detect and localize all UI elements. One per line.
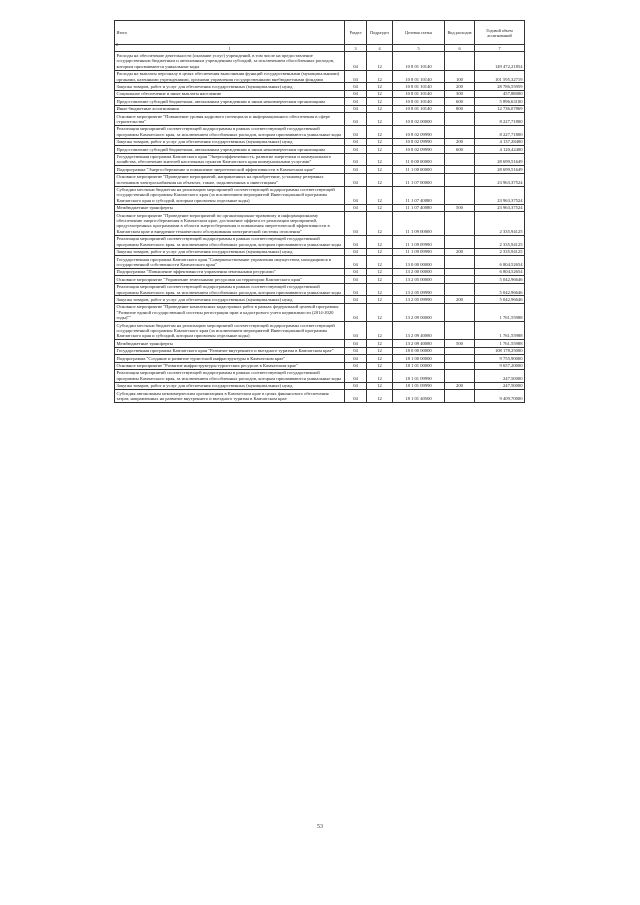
row-subsection: 12 xyxy=(367,70,393,83)
row-name: Реализация мероприятий соответствующей подпрограммы в рамках соответствующей государственной программы Камчатского края, за исключением обособленных расходов, которым присваиваются уникальные коды xyxy=(115,235,345,248)
row-section: 04 xyxy=(345,276,367,283)
column-number: 7 xyxy=(475,45,525,52)
row-subsection: 12 xyxy=(367,212,393,236)
row-expense: 300 xyxy=(445,90,475,97)
column-number-row xyxy=(115,45,525,52)
row-expense xyxy=(445,113,475,126)
row-expense xyxy=(445,362,475,369)
row-section: 04 xyxy=(345,98,367,105)
row-amount: 2 335,94125 xyxy=(475,248,525,255)
row-amount: 4 120,42400 xyxy=(475,146,525,153)
row-section: 04 xyxy=(345,166,367,173)
row-subsection: 12 xyxy=(367,369,393,382)
row-expense xyxy=(445,347,475,354)
table-row xyxy=(115,362,525,369)
row-subsection: 12 xyxy=(367,52,393,70)
row-name: Основное мероприятие "Проведение мероприятий по организационно-правовому и информационному обеспечению энергосбережения в Камчатском крае, достижение эффекта от реализации мероприятий, предусмотренных программами в области энергосбережения и повышения энергетической эффективности в Камчатском крае и внедрение технического обслуживания электрической системы отопления" xyxy=(115,212,345,236)
row-target: 13 2 00 00000 xyxy=(393,268,445,275)
row-amount: 9 755,90000 xyxy=(475,355,525,362)
row-name: Государственная программа Камчатского края "Энергоэффективность, развитие энергетики и коммунального хозяйства, обеспечение жителей населенных пунктов Камчатского края коммунальными услугами" xyxy=(115,153,345,166)
row-target: 10 8 02 00000 xyxy=(393,113,445,126)
table-row xyxy=(115,70,525,83)
row-expense xyxy=(445,186,475,204)
row-amount: 1 761,55988 xyxy=(475,322,525,340)
row-subsection: 12 xyxy=(367,166,393,173)
table-row xyxy=(115,248,525,255)
table-row xyxy=(115,382,525,389)
column-number: 5 xyxy=(393,45,445,52)
table-row xyxy=(115,138,525,145)
row-name: Основное мероприятие "Развитие инфраструктуры туристских ресурсов в Камчатском крае" xyxy=(115,362,345,369)
table-row xyxy=(115,204,525,211)
row-subsection: 12 xyxy=(367,322,393,340)
row-amount: 1 761,55988 xyxy=(475,303,525,321)
row-target: 13 2 09 40080 xyxy=(393,322,445,340)
row-section: 04 xyxy=(345,235,367,248)
row-target: 13 2 09 40080 xyxy=(393,340,445,347)
row-section: 04 xyxy=(345,52,367,70)
header-subsection: Подраздел xyxy=(367,21,393,45)
header-amount: Годовой объем ассигнований xyxy=(475,21,525,45)
table-row xyxy=(115,390,525,403)
row-expense: 600 xyxy=(445,98,475,105)
row-name: Субсидия автономным некоммерческим организациям в Камчатском крае в целях финансового обеспечения затрат, направленных на развитие внутреннего и въездного туризма в Камчатском крае xyxy=(115,390,345,403)
row-target: 13 2 05 09990 xyxy=(393,296,445,303)
row-expense: 200 xyxy=(445,138,475,145)
row-section: 04 xyxy=(345,256,367,269)
row-section: 04 xyxy=(345,347,367,354)
row-subsection: 12 xyxy=(367,303,393,321)
row-section: 04 xyxy=(345,90,367,97)
row-expense: 500 xyxy=(445,204,475,211)
table-row xyxy=(115,340,525,347)
row-expense xyxy=(445,52,475,70)
header-target: Целевая статья xyxy=(393,21,445,45)
row-section: 04 xyxy=(345,153,367,166)
row-expense: 200 xyxy=(445,382,475,389)
row-target: 10 8 01 10140 xyxy=(393,105,445,112)
budget-table xyxy=(114,20,525,403)
row-name: Межбюджетные трансферты xyxy=(115,340,345,347)
row-amount: 2 335,94125 xyxy=(475,235,525,248)
row-target: 18 1 01 00000 xyxy=(393,362,445,369)
row-section: 04 xyxy=(345,340,367,347)
row-amount: 4 137,28400 xyxy=(475,138,525,145)
row-name: Субсидии местным бюджетам на реализацию мероприятий соответствующей подпрограммы соответствующей государственной программы Камчатского края (за исключением мероприятий Инвестиционной программы Камчатского края и субсидий, которым присвоены отдельные коды) xyxy=(115,322,345,340)
row-amount: 101 595,32719 xyxy=(475,70,525,83)
row-amount: 5 896,63100 xyxy=(475,98,525,105)
table-row xyxy=(115,173,525,186)
row-subsection: 12 xyxy=(367,248,393,255)
row-target: 13 2 09 00000 xyxy=(393,303,445,321)
row-target: 11 1 07 00000 xyxy=(393,173,445,186)
row-target: 11 1 00 00000 xyxy=(393,166,445,173)
row-subsection: 12 xyxy=(367,113,393,126)
row-name: Расходы на обеспечение деятельности (оказание услуг) учреждений, в том числе на предоставление государственным бюджетным и автономным учреждениям субсидий, за исключением обособленных расходов, которым присваиваются уникальные коды xyxy=(115,52,345,70)
row-expense xyxy=(445,355,475,362)
row-subsection: 12 xyxy=(367,276,393,283)
row-target: 13 2 05 00000 xyxy=(393,276,445,283)
row-name: Подпрограмма "Энергосбережение и повышение энергетической эффективности в Камчатском крае" xyxy=(115,166,345,173)
table-row xyxy=(115,90,525,97)
row-amount: 1 761,55988 xyxy=(475,340,525,347)
row-name: Реализация мероприятий соответствующей подпрограммы в рамках соответствующей государственной программы Камчатского края, за исключением обособленных расходов, которым присваиваются уникальные коды xyxy=(115,283,345,296)
row-subsection: 12 xyxy=(367,204,393,211)
row-expense xyxy=(445,235,475,248)
row-amount: 6 804,52654 xyxy=(475,268,525,275)
row-section: 04 xyxy=(345,303,367,321)
row-section: 04 xyxy=(345,138,367,145)
row-target: 10 8 01 10140 xyxy=(393,90,445,97)
row-subsection: 12 xyxy=(367,347,393,354)
table-row xyxy=(115,125,525,138)
row-amount: 149 472,21854 xyxy=(475,52,525,70)
row-target: 11 0 00 00000 xyxy=(393,153,445,166)
table-row xyxy=(115,105,525,112)
row-section: 04 xyxy=(345,70,367,83)
row-expense xyxy=(445,256,475,269)
row-target: 10 8 01 10140 xyxy=(393,52,445,70)
row-name: Закупка товаров, работ и услуг для обеспечения государственных (муниципальных) нужд xyxy=(115,382,345,389)
row-section: 04 xyxy=(345,125,367,138)
row-target: 11 1 09 09990 xyxy=(393,235,445,248)
table-row xyxy=(115,235,525,248)
row-subsection: 12 xyxy=(367,138,393,145)
header-name: Итого xyxy=(115,21,345,45)
row-target: 18 1 00 00000 xyxy=(393,355,445,362)
row-subsection: 12 xyxy=(367,390,393,403)
row-target: 10 8 02 09990 xyxy=(393,138,445,145)
column-number: 6 xyxy=(445,45,475,52)
row-expense xyxy=(445,268,475,275)
row-section: 04 xyxy=(345,204,367,211)
row-subsection: 12 xyxy=(367,90,393,97)
row-amount: 23 963,37524 xyxy=(475,204,525,211)
row-expense xyxy=(445,173,475,186)
row-target: 11 1 07 40080 xyxy=(393,186,445,204)
row-name: Основное мероприятие "Проведение мероприятий, направленных на приобретение, установку резервных источников электроснабжения на объектах, также, подключенных к инвестициям" xyxy=(115,173,345,186)
row-section: 04 xyxy=(345,362,367,369)
row-amount: 9 409,70000 xyxy=(475,390,525,403)
row-section: 04 xyxy=(345,173,367,186)
row-subsection: 12 xyxy=(367,235,393,248)
row-amount: 5 042,96646 xyxy=(475,296,525,303)
row-name: Предоставление субсидий бюджетным, автономным учреждениям и иным некоммерческим организациям xyxy=(115,98,345,105)
row-expense xyxy=(445,212,475,236)
row-amount: 28 786,55959 xyxy=(475,83,525,90)
row-subsection: 12 xyxy=(367,98,393,105)
row-subsection: 12 xyxy=(367,153,393,166)
row-subsection: 12 xyxy=(367,125,393,138)
row-subsection: 12 xyxy=(367,296,393,303)
row-name: Государственная программа Камчатского края "Развитие внутреннего и въездного туризма в Камчатском крае" xyxy=(115,347,345,354)
row-target: 10 8 01 10140 xyxy=(393,83,445,90)
header-expense: Вид расходов xyxy=(445,21,475,45)
row-subsection: 12 xyxy=(367,283,393,296)
table-row xyxy=(115,186,525,204)
row-section: 04 xyxy=(345,322,367,340)
row-target: 13 0 00 00000 xyxy=(393,256,445,269)
row-expense xyxy=(445,153,475,166)
row-section: 04 xyxy=(345,369,367,382)
row-section: 04 xyxy=(345,83,367,90)
row-target: 10 8 02 09990 xyxy=(393,125,445,138)
row-amount: 247,50000 xyxy=(475,369,525,382)
row-amount: 6 804,52654 xyxy=(475,256,525,269)
table-row xyxy=(115,153,525,166)
row-name: Подпрограмма "Повышение эффективности управления земельными ресурсами" xyxy=(115,268,345,275)
row-subsection: 12 xyxy=(367,105,393,112)
row-name: Закупка товаров, работ и услуг для обеспечения государственных (муниципальных) нужд xyxy=(115,248,345,255)
row-section: 04 xyxy=(345,212,367,236)
row-target: 10 8 02 09990 xyxy=(393,146,445,153)
page-number: 53 xyxy=(317,824,323,830)
row-subsection: 12 xyxy=(367,268,393,275)
table-row xyxy=(115,146,525,153)
row-expense xyxy=(445,369,475,382)
row-section: 04 xyxy=(345,105,367,112)
table-row xyxy=(115,113,525,126)
row-target: 18 1 01 09990 xyxy=(393,382,445,389)
row-subsection: 12 xyxy=(367,186,393,204)
row-target: 18 1 01 09990 xyxy=(393,369,445,382)
table-row xyxy=(115,296,525,303)
row-section: 04 xyxy=(345,390,367,403)
row-target: 10 8 01 10140 xyxy=(393,70,445,83)
row-expense xyxy=(445,322,475,340)
table-row xyxy=(115,303,525,321)
row-name: Основное мероприятие "Управление земельными ресурсами на территории Камчатского края" xyxy=(115,276,345,283)
row-name: Закупка товаров, работ и услуг для обеспечения государственных (муниципальных) нужд xyxy=(115,296,345,303)
row-target: 18 1 01 40500 xyxy=(393,390,445,403)
table-row xyxy=(115,355,525,362)
row-name: Закупка товаров, работ и услуг для обеспечения государственных (муниципальных) нужд xyxy=(115,138,345,145)
row-section: 04 xyxy=(345,355,367,362)
row-section: 04 xyxy=(345,146,367,153)
row-expense xyxy=(445,125,475,138)
row-subsection: 12 xyxy=(367,173,393,186)
row-section: 04 xyxy=(345,382,367,389)
column-number: 3 xyxy=(345,45,367,52)
table-row xyxy=(115,166,525,173)
row-section: 04 xyxy=(345,186,367,204)
row-amount: 8 227,71800 xyxy=(475,125,525,138)
row-expense xyxy=(445,303,475,321)
table-row xyxy=(115,283,525,296)
table-row xyxy=(115,256,525,269)
table-body xyxy=(115,52,525,403)
column-number: 1 xyxy=(115,45,345,52)
row-name: Основное мероприятие "Повышение уровня кадрового потенциала и информационного обеспечения в сфере строительства" xyxy=(115,113,345,126)
row-amount: 8 227,71800 xyxy=(475,113,525,126)
row-subsection: 12 xyxy=(367,362,393,369)
row-amount: 5 042,96646 xyxy=(475,283,525,296)
table-row xyxy=(115,322,525,340)
row-expense: 500 xyxy=(445,340,475,347)
table-row xyxy=(115,83,525,90)
row-target: 11 1 09 09990 xyxy=(393,248,445,255)
table-row xyxy=(115,276,525,283)
row-target: 18 0 00 00000 xyxy=(393,347,445,354)
row-expense: 600 xyxy=(445,146,475,153)
row-name: Государственная программа Камчатского края "Совершенствование управления имуществом, находящимся в государственной собственности Камчатского края" xyxy=(115,256,345,269)
row-subsection: 12 xyxy=(367,340,393,347)
row-amount: 457,88000 xyxy=(475,90,525,97)
row-expense: 100 xyxy=(445,70,475,83)
column-number: 4 xyxy=(367,45,393,52)
row-subsection: 12 xyxy=(367,256,393,269)
table-row xyxy=(115,212,525,236)
row-amount: 28 699,51649 xyxy=(475,153,525,166)
row-name: Закупка товаров, работ и услуг для обеспечения государственных (муниципальных) нужд xyxy=(115,83,345,90)
row-subsection: 12 xyxy=(367,382,393,389)
table-row xyxy=(115,268,525,275)
row-expense: 800 xyxy=(445,105,475,112)
row-subsection: 12 xyxy=(367,83,393,90)
row-expense xyxy=(445,390,475,403)
row-target: 11 1 09 00000 xyxy=(393,212,445,236)
table-row xyxy=(115,347,525,354)
row-amount: 12 736,07869 xyxy=(475,105,525,112)
table-row xyxy=(115,98,525,105)
row-name: Реализация мероприятий соответствующей подпрограммы в рамках соответствующей государственной программы Камчатского края, за исключением обособленных расходов, которым присваиваются уникальные коды xyxy=(115,369,345,382)
table-header-row xyxy=(115,21,525,45)
row-section: 04 xyxy=(345,296,367,303)
row-name: Подпрограмма "Создание и развитие туристской инфраструктуры в Камчатском крае" xyxy=(115,355,345,362)
row-expense xyxy=(445,276,475,283)
row-name: Межбюджетные трансферты xyxy=(115,204,345,211)
column-number-2: 2 xyxy=(115,42,119,47)
table-row xyxy=(115,52,525,70)
row-amount: 23 963,37524 xyxy=(475,173,525,186)
table-row xyxy=(115,369,525,382)
header-section: Раздел xyxy=(345,21,367,45)
row-name: Расходы на выплаты персоналу в целях обеспечения выполнения функций государственными (муниципальными) органами, казенными учреждениями, органами управления государственными внебюджетными фондами xyxy=(115,70,345,83)
row-amount: 247,50000 xyxy=(475,382,525,389)
row-subsection: 12 xyxy=(367,355,393,362)
row-name: Иные бюджетные ассигнования xyxy=(115,105,345,112)
row-expense: 200 xyxy=(445,296,475,303)
row-target: 11 1 07 40080 xyxy=(393,204,445,211)
row-amount: 28 699,51649 xyxy=(475,166,525,173)
row-amount: 5 042,96646 xyxy=(475,276,525,283)
row-name: Предоставление субсидий бюджетным, автономным учреждениям и иным некоммерческим организациям xyxy=(115,146,345,153)
row-target: 10 8 01 10140 xyxy=(393,98,445,105)
row-subsection: 12 xyxy=(367,146,393,153)
row-expense: 200 xyxy=(445,83,475,90)
row-amount: 23 963,37524 xyxy=(475,186,525,204)
row-name: Реализация мероприятий соответствующей подпрограммы в рамках соответствующей государственной программы Камчатского края, за исключением обособленных расходов, которым присваиваются уникальные коды xyxy=(115,125,345,138)
row-name: Социальное обеспечение и иные выплаты населению xyxy=(115,90,345,97)
row-name: Основное мероприятие "Проведение комплексных кадастровых работ в рамках федеральной целевой программы "Развитие единой государственной системы регистрации прав и кадастрового учета недвижимости (2014-2020 годы)"" xyxy=(115,303,345,321)
row-expense xyxy=(445,283,475,296)
row-section: 04 xyxy=(345,283,367,296)
row-section: 04 xyxy=(345,248,367,255)
row-amount: 9 657,20000 xyxy=(475,362,525,369)
row-expense xyxy=(445,166,475,173)
row-name: Субсидии местным бюджетам на реализацию мероприятий соответствующей подпрограммы соответствующей государственной программы Камчатского края (за исключением мероприятий Инвестиционной программы Камчатского края и субсидий, которым присвоены отдельные коды) xyxy=(115,186,345,204)
row-expense: 200 xyxy=(445,248,475,255)
row-amount: 108 178,25000 xyxy=(475,347,525,354)
row-section: 04 xyxy=(345,113,367,126)
row-section: 04 xyxy=(345,268,367,275)
row-target: 13 2 05 09990 xyxy=(393,283,445,296)
row-amount: 2 335,94125 xyxy=(475,212,525,236)
